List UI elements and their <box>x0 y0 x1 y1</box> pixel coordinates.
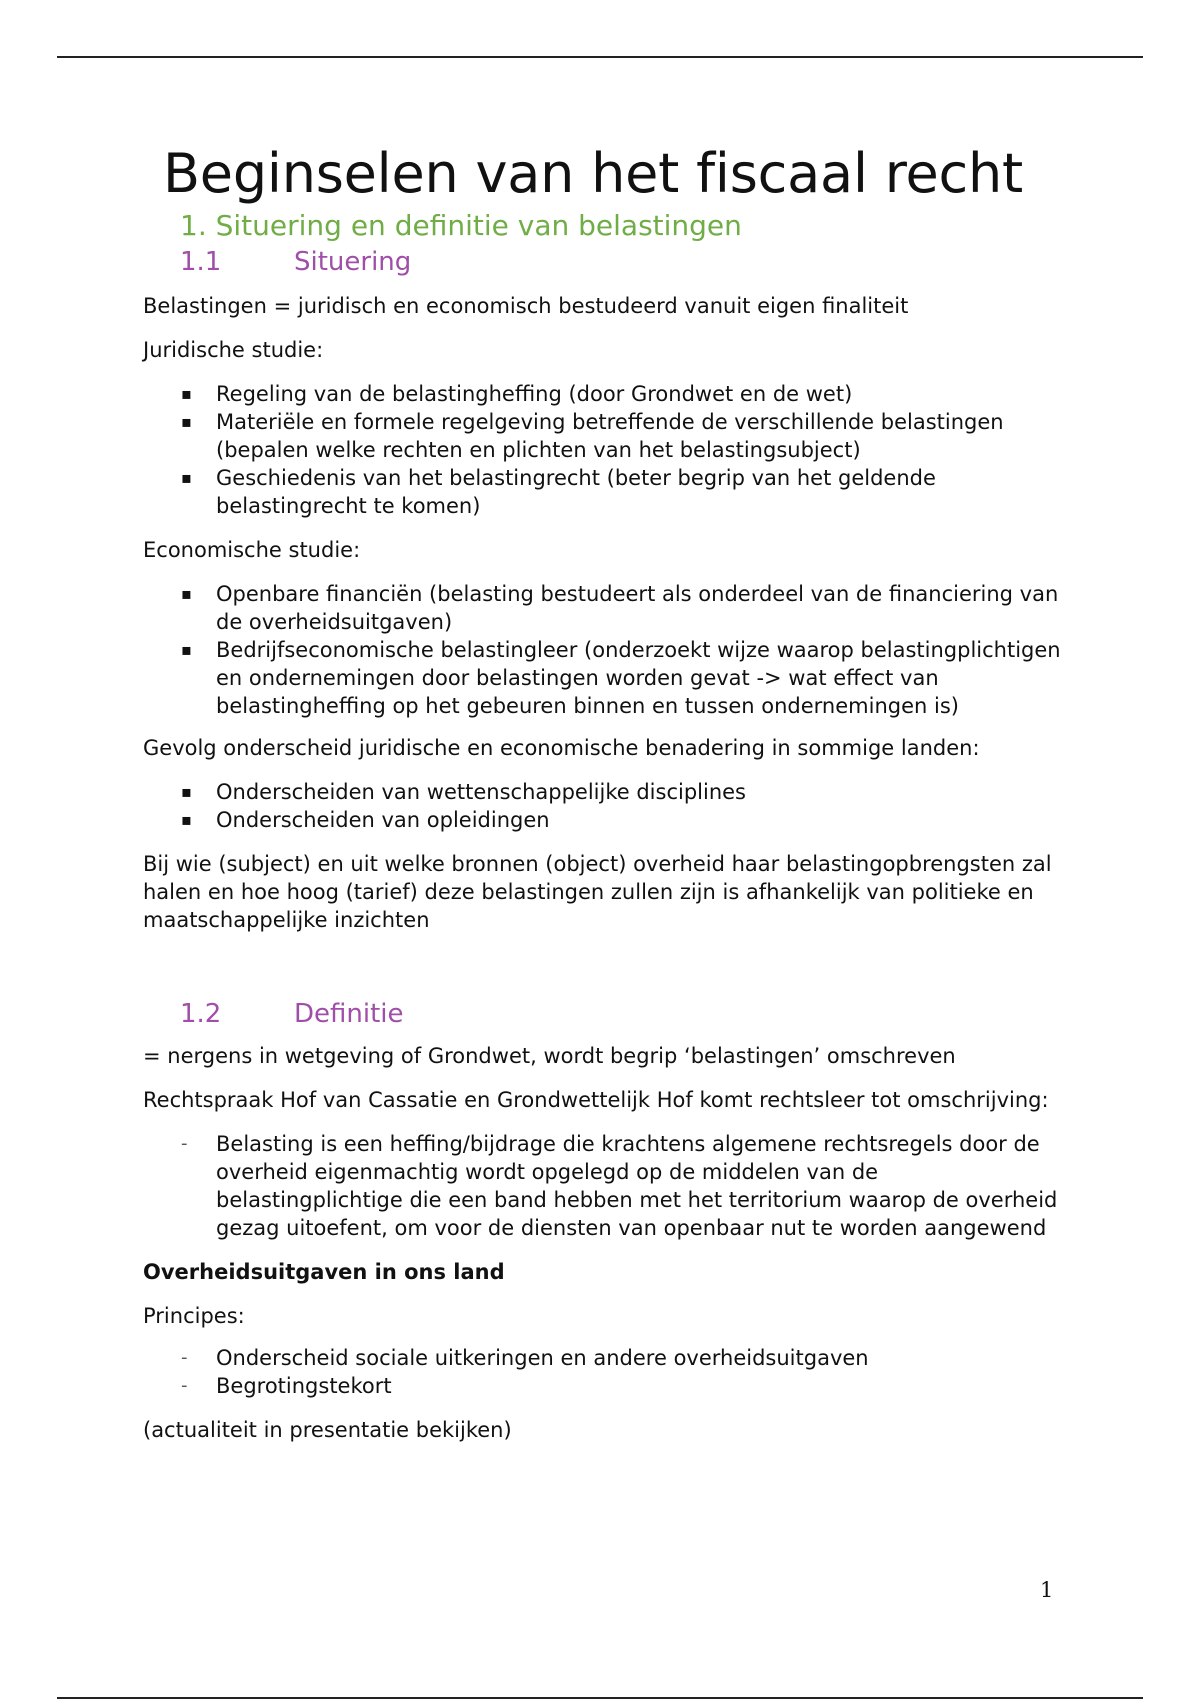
principes-list <box>143 1344 1063 1400</box>
list-item-text: Materiële en formele regelgeving betreffende de verschillende belastingen (bepalen welke rechten en plichten van het belastingsubject) <box>216 410 1004 462</box>
footer-rule <box>57 1697 1143 1699</box>
document-title: Beginselen van het fiscaal recht <box>162 142 1024 205</box>
paragraph-label: Economische studie: <box>143 538 361 562</box>
dash-icon: - <box>181 1347 188 1368</box>
list-item-text: Onderscheiden van opleidingen <box>216 808 550 832</box>
gevolg-list <box>143 778 1063 834</box>
list-item-text: Regeling van de belastingheffing (door Grondwet en de wet) <box>216 382 853 406</box>
list-item <box>143 464 1063 520</box>
subsection-heading-1-2 <box>180 996 1063 1032</box>
subsection-number: 1.1 <box>180 247 222 277</box>
paragraph: (actualiteit in presentatie bekijken) <box>143 1418 512 1442</box>
bullet-icon: ▪ <box>181 468 192 487</box>
definition-list <box>143 1130 1063 1242</box>
dash-icon: - <box>181 1375 188 1396</box>
list-item <box>143 806 1063 834</box>
header-rule <box>57 56 1143 58</box>
subsection-heading-1-1 <box>180 244 1063 280</box>
list-item <box>143 1372 1063 1400</box>
list-item <box>143 636 1063 720</box>
paragraph-label: Juridische studie: <box>143 338 324 362</box>
economisch-list <box>143 580 1063 720</box>
bullet-icon: ▪ <box>181 640 192 659</box>
subsection-label: Definitie <box>294 999 404 1029</box>
section-heading-1: 1. Situering en definitie van belastingen <box>180 209 742 242</box>
list-item <box>143 408 1063 464</box>
list-item-text: Geschiedenis van het belastingrecht (beter begrip van het geldende belastingrecht te komen) <box>216 466 936 518</box>
juridisch-list <box>143 380 1063 520</box>
bullet-icon: ▪ <box>181 384 192 403</box>
list-item-text: Onderscheiden van wettenschappelijke disciplines <box>216 780 746 804</box>
paragraph: Rechtspraak Hof van Cassatie en Grondwettelijk Hof komt rechtsleer tot omschrijving: <box>143 1088 1049 1112</box>
list-item <box>143 1344 1063 1372</box>
bullet-icon: ▪ <box>181 782 192 801</box>
list-item-text: Onderscheid sociale uitkeringen en andere overheidsuitgaven <box>216 1346 869 1370</box>
dash-icon: - <box>181 1133 188 1154</box>
list-item-text: Bedrijfseconomische belastingleer (onderzoekt wijze waarop belastingplichtigen en ondernemingen door belastingen worden gevat -> wat effect van belastingheffing op het gebeuren binnen en tussen ondernemingen is) <box>216 638 1061 718</box>
bold-heading: Overheidsuitgaven in ons land <box>143 1260 505 1284</box>
bullet-icon: ▪ <box>181 412 192 431</box>
subsection-number: 1.2 <box>180 999 222 1029</box>
list-item <box>143 1130 1063 1242</box>
document-body <box>143 140 1063 1444</box>
list-item-text: Begrotingstekort <box>216 1374 392 1398</box>
paragraph-label: Principes: <box>143 1304 245 1328</box>
list-item-text: Belasting is een heffing/bijdrage die krachtens algemene rechtsregels door de overheid eigenmachtig wordt opgelegd op de middelen van de belastingplichtige die een band hebben met het territorium waarop de overheid gezag uitoefent, om voor de diensten van openbaar nut te worden aangewend <box>216 1132 1058 1240</box>
list-item <box>143 580 1063 636</box>
paragraph-label: Gevolg onderscheid juridische en economische benadering in sommige landen: <box>143 736 980 760</box>
bullet-icon: ▪ <box>181 584 192 603</box>
page-number: 1 <box>1040 1578 1054 1602</box>
list-item <box>143 380 1063 408</box>
paragraph: = nergens in wetgeving of Grondwet, wordt begrip ‘belastingen’ omschreven <box>143 1044 956 1068</box>
list-item <box>143 778 1063 806</box>
list-item-text: Openbare financiën (belasting bestudeert als onderdeel van de financiering van de overheidsuitgaven) <box>216 582 1059 634</box>
paragraph: Belastingen = juridisch en economisch bestudeerd vanuit eigen finaliteit <box>143 294 909 318</box>
paragraph: Bij wie (subject) en uit welke bronnen (object) overheid haar belastingopbrengsten zal halen en hoe hoog (tarief) deze belastingen zullen zijn is afhankelijk van politieke en maatschappelijke inzichten <box>143 852 1052 932</box>
bullet-icon: ▪ <box>181 810 192 829</box>
subsection-label: Situering <box>294 247 412 277</box>
